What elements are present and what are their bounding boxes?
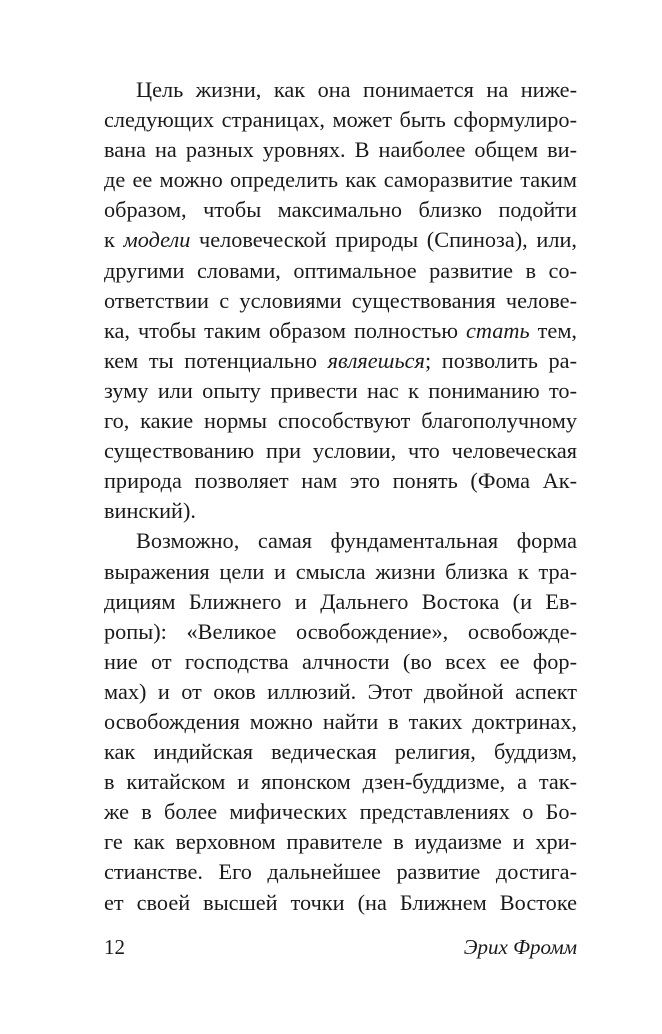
running-head: Эрих Фромм [463,935,577,959]
text-run: следующих страницах, может быть сформулиро- [104,107,577,133]
text-line [104,165,577,195]
text-line [104,225,577,255]
text-run: существованию при условии, что человеческая [104,438,577,464]
text-line [104,647,577,677]
text-run: тем, [529,317,578,343]
text-line [104,135,577,165]
text-line [104,376,577,406]
body-text [104,75,577,918]
text-run: Возможно, самая фундаментальная форма [136,528,577,554]
text-line [104,316,577,346]
page-number: 12 [104,935,125,959]
text-run: образом, чтобы максимально близко подойти [104,197,577,223]
text-line [104,827,577,857]
text-run: природа позволяет нам это понять (Фома Ак- [104,468,577,494]
text-line [104,587,577,617]
text-run: стианстве. Его дальнейшее развитие достига- [104,859,577,885]
text-run: ; позволить ра- [424,347,577,373]
text-run: же в более мифических представлениях о Бо- [104,799,577,825]
text-run: дициям Ближнего и Дальнего Востока (и Ев- [104,588,577,614]
text-line [104,617,577,647]
text-line [104,256,577,286]
text-line [104,526,577,556]
text-line [104,496,577,526]
paragraph [104,75,577,526]
text-run: ет своей высшей точки (на Ближнем Востоке [104,889,577,915]
text-run: человеческой природы (Спиноза), или, [190,227,577,253]
text-run: мах) и от оков иллюзий. Этот двойной аспект [104,678,577,704]
text-run: зуму или опыту привести нас к пониманию то- [104,377,577,403]
paragraph [104,526,577,917]
text-run: другими словами, оптимальное развитие в со- [104,257,577,283]
text-line [104,406,577,436]
emphasis: модели [123,227,191,253]
text-line [104,797,577,827]
emphasis: являешься [327,347,425,373]
text-run: де ее можно определить как саморазвитие таким [104,167,577,193]
text-run: выражения цели и смысла жизни близка к тра- [104,558,577,584]
text-run: освобождения можно найти в таких доктринах, [104,708,577,734]
text-run: вана на разных уровнях. В наиболее общем ви- [104,137,577,163]
text-run: ге как верховном правителе в иудаизме и хри- [104,829,577,855]
text-line [104,286,577,316]
text-run: Цель жизни, как она понимается на ниже- [136,77,577,102]
text-run: кем ты потенциально [104,347,328,373]
text-line [104,105,577,135]
text-line [104,436,577,466]
text-line [104,767,577,797]
text-run: ка, чтобы таким образом полностью [104,317,466,343]
text-line [104,677,577,707]
text-line [104,557,577,587]
text-run: ропы): «Великое освобождение», освобожде- [104,618,577,644]
text-run: ответствии с условиями существования челове- [104,287,577,313]
text-line [104,75,577,105]
text-run: винский). [104,498,196,524]
text-run: го, какие нормы способствуют благополучному [104,408,577,434]
text-run: в китайском и японском дзен-буддизме, а так- [104,769,577,795]
text-line [104,466,577,496]
text-line [104,857,577,887]
text-line [104,707,577,737]
text-line [104,737,577,767]
text-line [104,346,577,376]
text-run: ние от господства алчности (во всех ее фор- [104,648,577,674]
text-run: к [104,227,124,253]
emphasis: стать [466,317,530,343]
text-line [104,195,577,225]
text-line [104,888,577,918]
text-run: как индийская ведическая религия, буддизм, [104,739,577,765]
